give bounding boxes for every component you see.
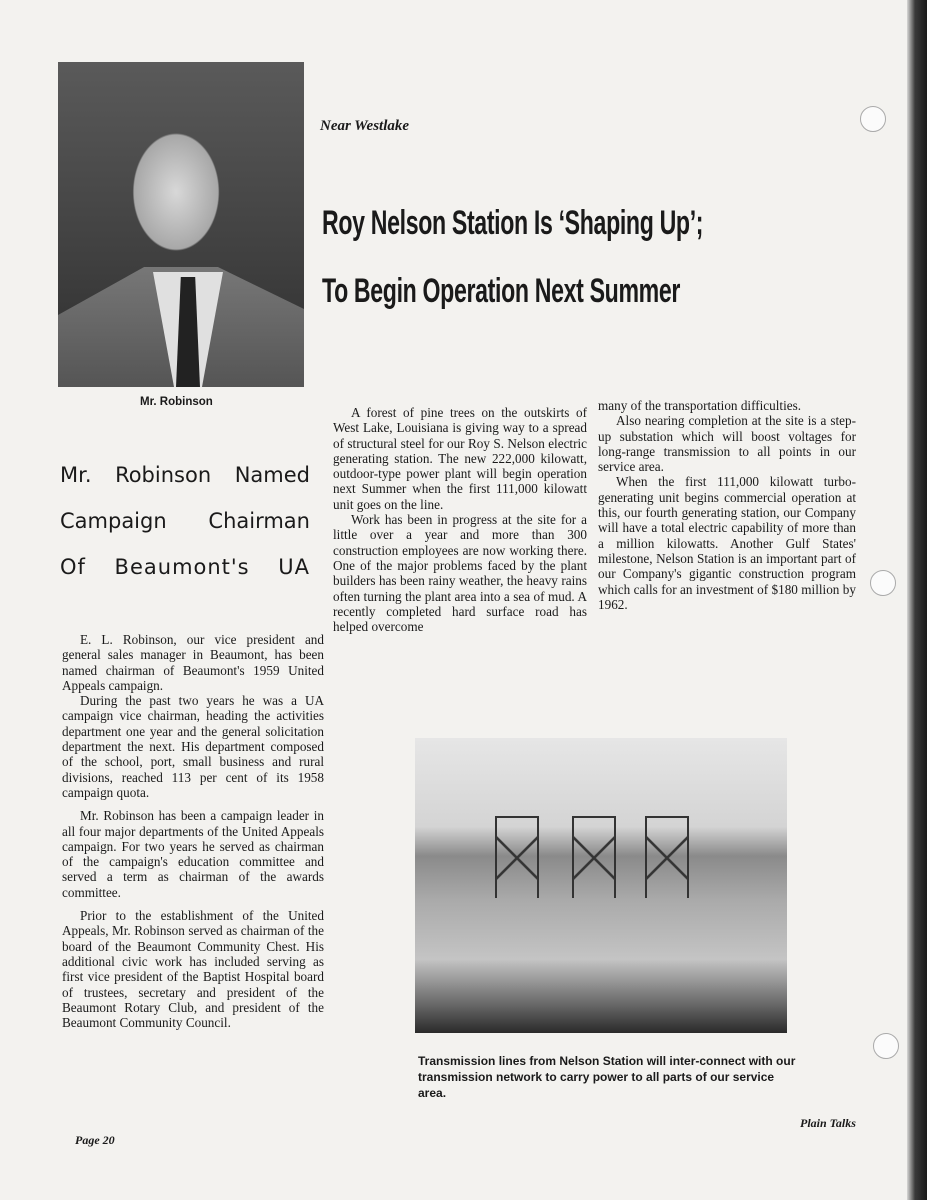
paragraph: When the first 111,000 kilowatt turbo-generating unit begins commercial operation at this, our fourth generating station, our Company will have a total electric capability of more than a million kilowatts. Another Gulf States' milestone, Nelson Station is an important part of our Company's gigantic construction program which calls for an investment of $180 million by 1962. xyxy=(598,474,856,612)
paragraph: Also nearing completion at the site is a step-up substation which will boost voltages for long-range transmission to all points in our service area. xyxy=(598,413,856,475)
photo-caption: Transmission lines from Nelson Station will inter-connect with our transmission network to carry power to all parts of our service area. xyxy=(418,1054,796,1100)
headline-line-1: Roy Nelson Station Is ‘Shaping Up’; xyxy=(322,204,704,242)
portrait-caption: Mr. Robinson xyxy=(140,396,213,408)
page-number: Page 20 xyxy=(75,1133,115,1147)
publication-name: Plain Talks xyxy=(800,1116,856,1130)
binder-hole xyxy=(870,570,896,596)
left-headline xyxy=(60,452,310,590)
binder-hole xyxy=(873,1033,899,1059)
binder-hole xyxy=(860,106,886,132)
paragraph: A forest of pine trees on the outskirts of West Lake, Louisiana is giving way to a spread of structural steel for our Roy S. Nelson electric generating station. The new 222,000 kilowatt, outdoor-type power plant will begin operation next Summer when the first 111,000 kilowatt unit goes on the line. xyxy=(333,405,587,512)
paragraph: Work has been in progress at the site for a little over a year and more than 300 construction employees are now working there. One of the major problems faced by the plant builders has been rainy weather, the heavy rains often turning the plant area into a sea of mud. A recently completed hard surface road has helped overcome xyxy=(333,512,587,635)
paragraph: Prior to the establishment of the United Appeals, Mr. Robinson served as chairman of the board of the Beaumont Community Chest. His additional civic work has included serving as first vice president of the Baptist Hospital board of trustees, secretary and president of the Beaumont Rotary Club, and president of the Beaumont Community Council. xyxy=(62,908,324,1031)
main-article-column-2 xyxy=(598,398,856,612)
main-article-column-1 xyxy=(333,405,587,634)
portrait-photo xyxy=(58,62,304,387)
left-headline-line: Mr. Robinson Named xyxy=(60,463,310,487)
left-headline-line: Campaign Chairman xyxy=(60,509,310,533)
left-article xyxy=(62,632,324,1030)
scan-edge xyxy=(907,0,927,1200)
paragraph: E. L. Robinson, our vice president and general sales manager in Beaumont, has been named chairman of Beaumont's 1959 United Appeals campaign. xyxy=(62,632,324,693)
left-headline-line: Of Beaumont's UA xyxy=(60,555,310,579)
kicker: Near Westlake xyxy=(320,118,410,134)
paragraph: Mr. Robinson has been a campaign leader in all four major departments of the United Appeals campaign. For two years he served as chairman of the campaign's education committee and served a term as chairman of the awards committee. xyxy=(62,808,324,900)
paragraph: During the past two years he was a UA campaign vice chairman, heading the activities department one year and the general solicitation department the next. His department composed of the school, port, small business and rural divisions, reached 113 per cent of its 1958 campaign quota. xyxy=(62,693,324,800)
headline-line-2: To Begin Operation Next Summer xyxy=(322,272,681,310)
paragraph: many of the transportation difficulties. xyxy=(598,398,802,413)
construction-site-photo xyxy=(415,738,787,1033)
